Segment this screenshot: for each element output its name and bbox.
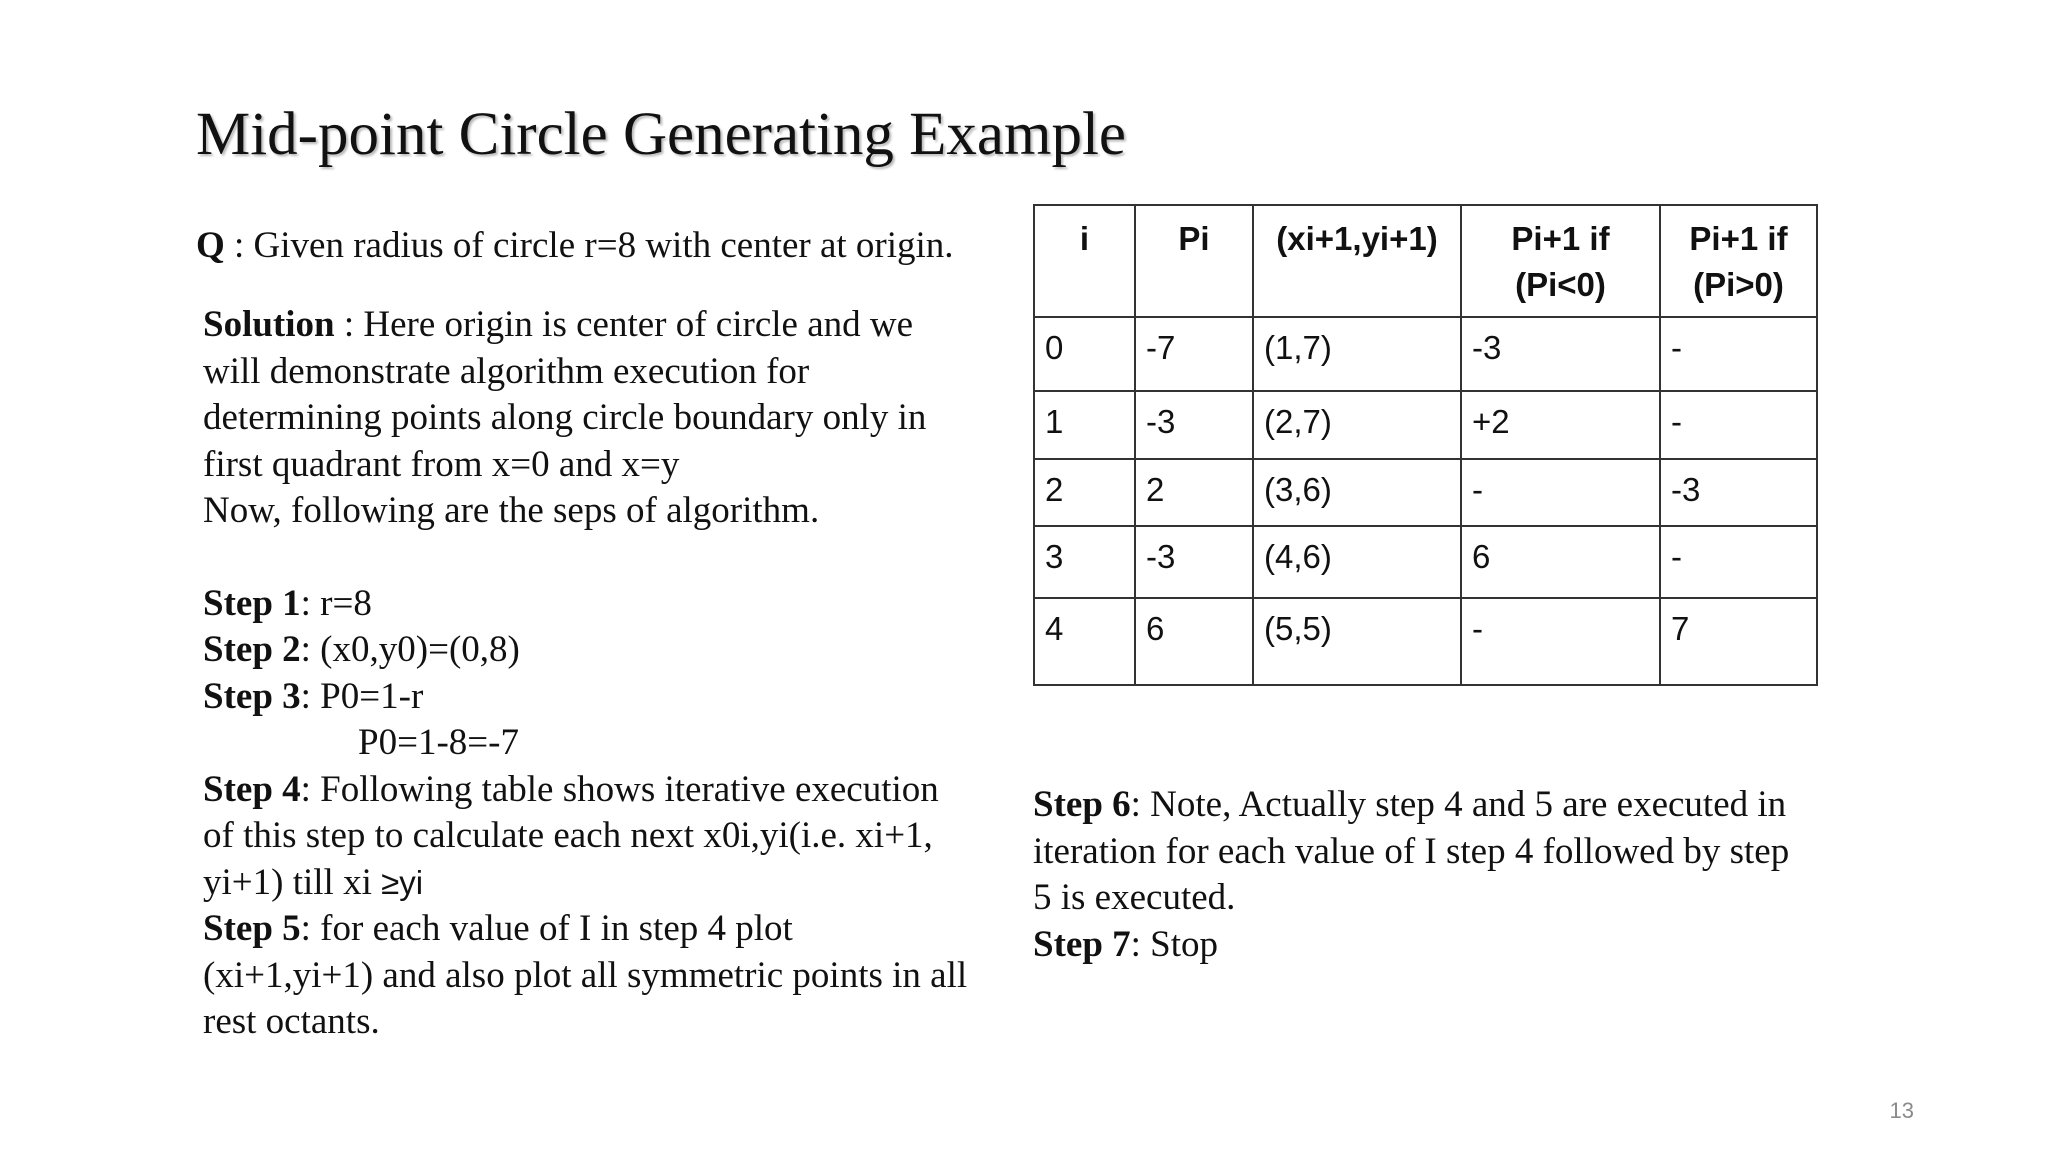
slide-title: Mid-point Circle Generating Example xyxy=(196,101,1126,168)
step-1: Step 1: r=8 xyxy=(203,582,372,624)
step-6-line: iteration for each value of I step 4 followed by step xyxy=(1033,830,1790,872)
header-pi: Pi xyxy=(1135,205,1253,317)
cell-i: 3 xyxy=(1034,526,1135,598)
step-2: Step 2: (x0,y0)=(0,8) xyxy=(203,629,520,670)
notes-block xyxy=(1033,782,1863,968)
cell-next-point: (4,6) xyxy=(1253,526,1461,598)
cell-i: 4 xyxy=(1034,598,1135,685)
step-7: Step 7: Stop xyxy=(1033,923,1219,965)
step-1-label: Step 1 xyxy=(203,582,301,624)
cell-i: 1 xyxy=(1034,391,1135,459)
page-number: 13 xyxy=(1889,1098,1914,1123)
cell-pi-positive: - xyxy=(1660,526,1817,598)
table-row xyxy=(1034,526,1817,598)
step-6-line: 5 is executed. xyxy=(1033,877,1236,918)
step-3: Step 3: P0=1-r xyxy=(203,675,424,717)
step-3-label: Step 3 xyxy=(203,675,301,717)
question-body: : Given radius of circle r=8 with center at origin. xyxy=(224,225,954,266)
step-5-line: (xi+1,yi+1) and also plot all symmetric points in all xyxy=(203,954,968,996)
step-5-label: Step 5 xyxy=(203,908,301,949)
cell-pi-positive: - xyxy=(1660,317,1817,391)
solution-line: Now, following are the seps of algorithm. xyxy=(203,490,820,531)
question-label: Q xyxy=(196,225,225,266)
step-4-label: Step 4 xyxy=(203,768,301,810)
question-text xyxy=(196,222,954,270)
solution-line: Solution : Here origin is center of circle and we xyxy=(203,304,914,345)
table-row xyxy=(1034,598,1817,685)
step-6-label: Step 6 xyxy=(1033,784,1131,825)
table-header-row xyxy=(1034,205,1817,317)
header-pi-negative: Pi+1 if (Pi<0) xyxy=(1461,205,1660,317)
cell-i: 0 xyxy=(1034,317,1135,391)
solution-label: Solution xyxy=(203,304,335,345)
header-pi-positive: Pi+1 if (Pi>0) xyxy=(1660,205,1817,317)
table-row xyxy=(1034,391,1817,459)
cell-next-point: (1,7) xyxy=(1253,317,1461,391)
cell-pi: -7 xyxy=(1135,317,1253,391)
cell-pi-positive: -3 xyxy=(1660,459,1817,526)
step-4-line: of this step to calculate each next x0i,yi(i.e. xi+1, xyxy=(203,815,933,856)
iteration-table-container xyxy=(1033,204,1818,686)
solution-block xyxy=(203,302,1023,1046)
step-5-line: rest octants. xyxy=(203,1001,380,1042)
step-3-continuation: P0=1-8=-7 xyxy=(358,722,519,763)
cell-pi: -3 xyxy=(1135,391,1253,459)
step-4-symbol: ≥yi xyxy=(381,863,424,901)
step-6: Step 6: Note, Actually step 4 and 5 are executed in xyxy=(1033,784,1787,825)
table-row xyxy=(1034,317,1817,391)
spacer xyxy=(203,535,1023,581)
step-7-label: Step 7 xyxy=(1033,923,1131,965)
header-i: i xyxy=(1034,205,1135,317)
cell-pi-negative: 6 xyxy=(1461,526,1660,598)
cell-next-point: (2,7) xyxy=(1253,391,1461,459)
step-4-line: yi+1) till xi ≥yi xyxy=(203,861,424,903)
table-row xyxy=(1034,459,1817,526)
solution-line: determining points along circle boundary only in xyxy=(203,397,927,438)
step-5: Step 5: for each value of I in step 4 plot xyxy=(203,908,793,949)
solution-line: first quadrant from x=0 and x=y xyxy=(203,443,680,485)
cell-pi-negative: - xyxy=(1461,459,1660,526)
cell-pi-negative: - xyxy=(1461,598,1660,685)
cell-pi-negative: -3 xyxy=(1461,317,1660,391)
cell-pi: 6 xyxy=(1135,598,1253,685)
cell-pi: 2 xyxy=(1135,459,1253,526)
cell-pi-negative: +2 xyxy=(1461,391,1660,459)
cell-next-point: (3,6) xyxy=(1253,459,1461,526)
iteration-table xyxy=(1033,204,1818,686)
cell-pi-positive: 7 xyxy=(1660,598,1817,685)
cell-next-point: (5,5) xyxy=(1253,598,1461,685)
cell-i: 2 xyxy=(1034,459,1135,526)
step-4: Step 4: Following table shows iterative execution xyxy=(203,768,939,810)
cell-pi: -3 xyxy=(1135,526,1253,598)
step-2-label: Step 2 xyxy=(203,629,301,670)
solution-line: will demonstrate algorithm execution for xyxy=(203,350,810,392)
cell-pi-positive: - xyxy=(1660,391,1817,459)
header-next-point: (xi+1,yi+1) xyxy=(1253,205,1461,317)
